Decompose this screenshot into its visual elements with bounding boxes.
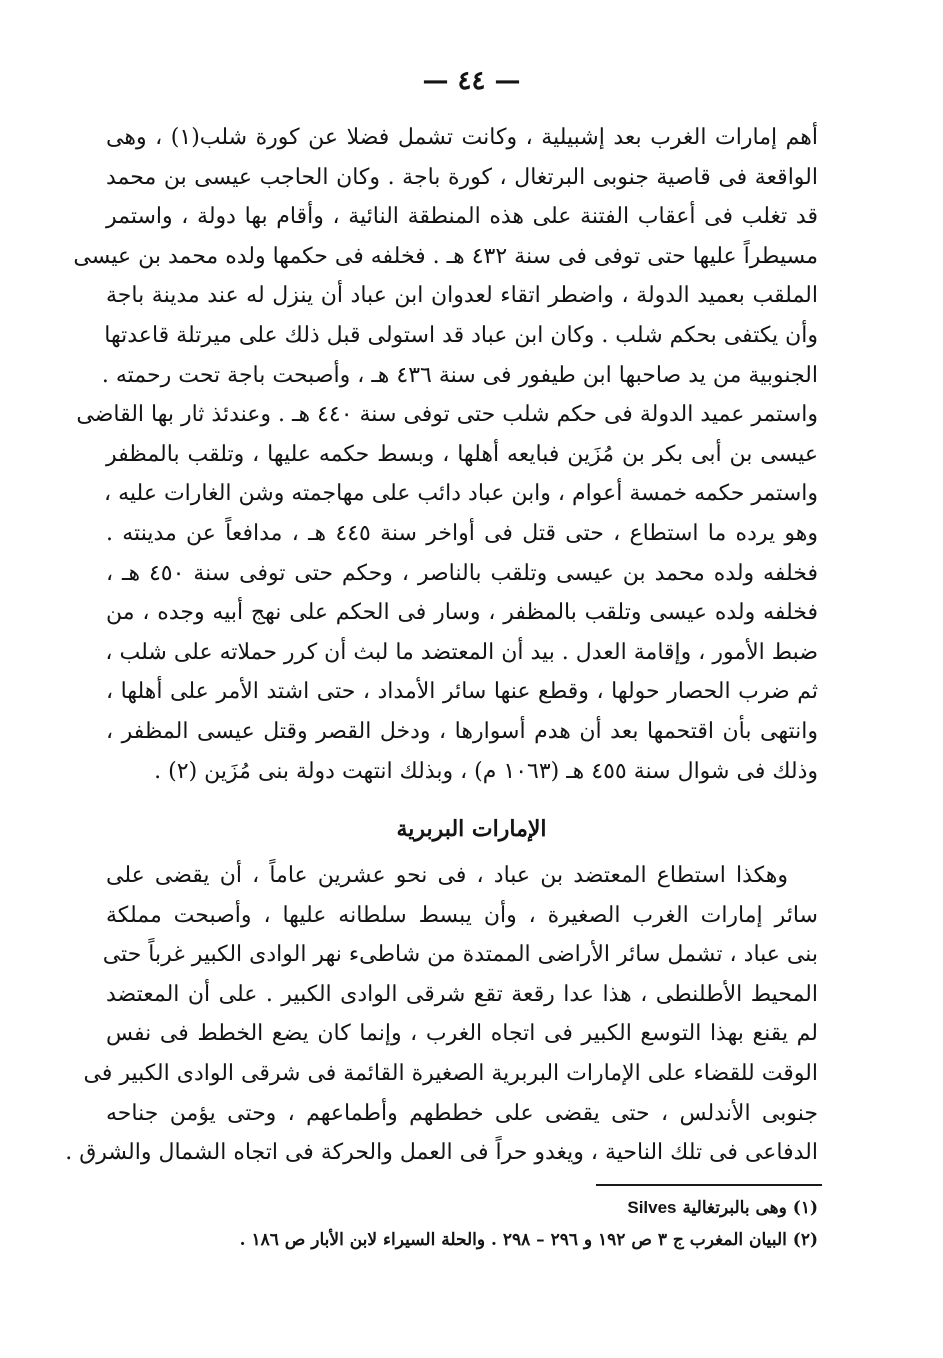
text-line: وهو يرده ما استطاع ، حتى قتل فى أواخر سنة ٤٤٥ هـ ، مدافعاً عن مدينته .: [106, 520, 818, 546]
text-line: وهكذا استطاع المعتضد بن عباد ، فى نحو عشرين عاماً ، أن يقضى على: [106, 863, 788, 888]
footnotes: [106, 1192, 818, 1256]
text-line: بنى عباد ، تشمل سائر الأراضى الممتدة من شاطىء نهر الوادى الكبير غرباً حتى: [102, 942, 818, 968]
paragraph-berber-emirates: [65, 856, 818, 1173]
text-line: فخلفه ولده محمد بن عيسى وتلقب بالناصر ، وحكم حتى توفى سنة ٤٥٠ هـ ،: [106, 560, 818, 586]
text-line: واستمر عميد الدولة فى حكم شلب حتى توفى سنة ٤٤٠ هـ . وعندئذ ثار بها القاضى: [76, 402, 818, 428]
footnote-1: [106, 1192, 818, 1224]
text-line: وانتهى بأن اقتحمها بعد أن هدم أسوارها ، ودخل القصر وقتل عيسى المظفر ،: [106, 718, 818, 744]
text-line: واستمر حكمه خمسة أعوام ، وابن عباد دائب على مهاجمته وشن الغارات عليه ،: [104, 481, 818, 507]
page-number: — ٤٤ —: [422, 66, 521, 96]
text-line: الملقب بعميد الدولة ، واضطر اتقاء لعدوان ابن عباد أن ينزل له عند مدينة باجة: [106, 283, 818, 309]
text-line: قد تغلب فى أعقاب الفتنة على هذه المنطقة النائية ، وأقام بها دولة ، واستمر: [106, 204, 818, 230]
text-line: مسيطراً عليها حتى توفى فى سنة ٤٣٢ هـ . فخلفه فى حكمها ولده محمد بن عيسى: [73, 243, 818, 269]
footnote-1-latin: Silves: [627, 1198, 677, 1217]
section-heading: الإمارات البربرية: [396, 816, 547, 842]
footnote-divider: [596, 1184, 822, 1186]
text-line: ثم ضرب الحصار حولها ، وقطع عنها سائر الأمداد ، حتى اشتد الأمر على أهلها ،: [106, 679, 818, 705]
text-line: سائر إمارات الغرب الصغيرة ، وأن يبسط سلطانه عليها ، وأصبحت مملكة: [106, 902, 818, 928]
paragraph-emirate-shilb: [73, 118, 818, 791]
text-line: جنوبى الأندلس ، حتى يقضى على خططهم وأطماعهم ، وحتى يؤمن جناحه: [106, 1100, 818, 1126]
footnote-2: (٢) البيان المغرب ج ٣ ص ١٩٢ و ٢٩٦ – ٢٩٨ . والحلة السيراء لابن الأبار ص ١٨٦ .: [239, 1230, 818, 1250]
text-line: الواقعة فى قاصية جنوبى البرتغال ، كورة باجة . وكان الحاجب عيسى بن محمد: [106, 164, 818, 190]
text-line: لم يقنع بهذا التوسع الكبير فى اتجاه الغرب ، وإنما كان يضع الخطط فى نفس: [106, 1021, 818, 1047]
text-line: ضبط الأمور ، وإقامة العدل . بيد أن المعتضد ما لبث أن كرر حملاته على شلب ،: [105, 639, 818, 665]
text-line: عيسى بن أبى بكر بن مُزَين فبايعه أهلها ، وبسط حكمه عليها ، وتلقب بالمظفر: [106, 441, 818, 467]
text-line: وأن يكتفى بحكم شلب . وكان ابن عباد قد استولى قبل ذلك على ميرتلة قاعدتها: [104, 322, 818, 348]
text-line: الدفاعى فى تلك الناحية ، ويغدو حراً فى العمل والحركة فى اتجاه الشمال والشرق .: [65, 1140, 818, 1166]
text-line: الوقت للقضاء على الإمارات البربرية الصغيرة القائمة فى شرقى الوادى الكبير فى: [83, 1060, 818, 1086]
text-line: وذلك فى شوال سنة ٤٥٥ هـ (١٠٦٣ م) ، وبذلك انتهت دولة بنى مُزَين (٢) .: [154, 758, 818, 784]
text-line: فخلفه ولده عيسى وتلقب بالمظفر ، وسار فى الحكم على نهج أبيه وجده ، من: [106, 600, 818, 626]
footnote-1-text: (١) وهى بالبرتغالية: [682, 1198, 818, 1218]
text-line: المحيط الأطلنطى ، هذا عدا رقعة تقع شرقى الوادى الكبير . على أن المعتضد: [106, 981, 818, 1007]
text-line: الجنوبية من يد صاحبها ابن طيفور فى سنة ٤٣٦ هـ ، وأصبحت باجة تحت رحمته .: [101, 362, 818, 388]
text-line: أهم إمارات الغرب بعد إشبيلية ، وكانت تشمل فضلا عن كورة شلب(١) ، وهى: [106, 125, 818, 150]
